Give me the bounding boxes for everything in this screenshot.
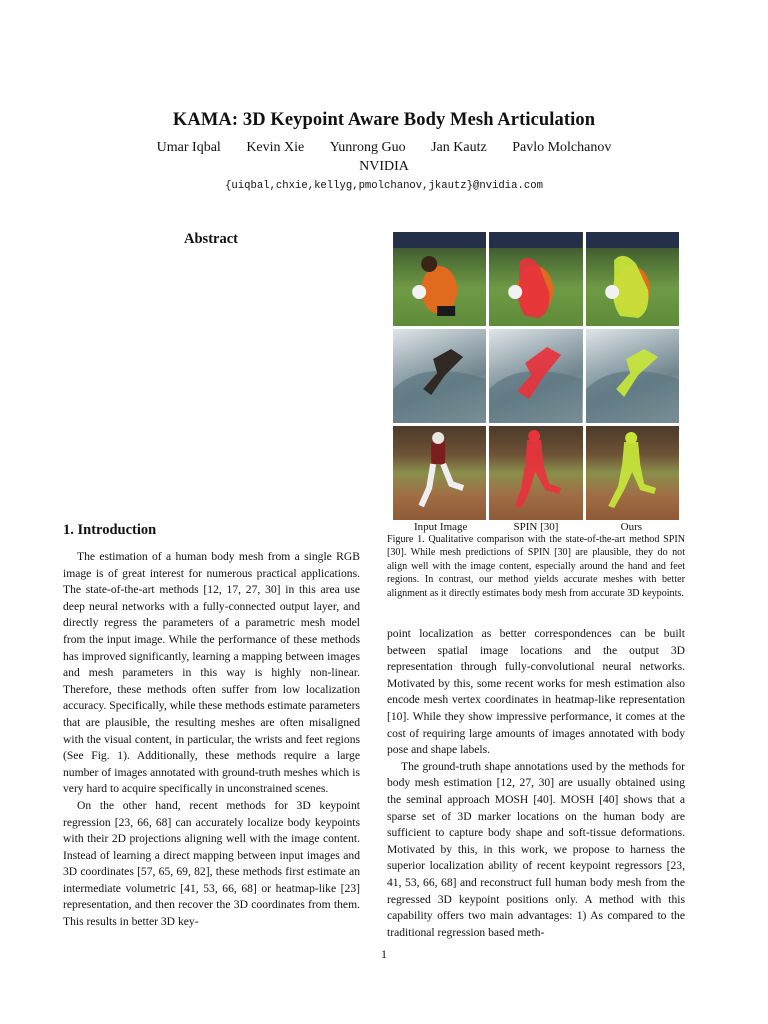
paper-title: KAMA: 3D Keypoint Aware Body Mesh Articulation xyxy=(172,110,596,130)
left-column-text xyxy=(63,549,360,931)
surf-input-image xyxy=(393,329,486,423)
figure-row-surf xyxy=(393,329,679,423)
figure-row-soccer xyxy=(393,232,679,326)
abstract-heading: Abstract xyxy=(184,231,238,247)
author-emails: {uiqbal,chxie,kellyg,pmolchanov,jkautz}@nvidia.com xyxy=(225,180,543,192)
author-name: Umar Iqbal xyxy=(156,140,221,155)
body-paragraph: On the other hand, recent methods for 3D keypoint regression [23, 66, 68] can accurately localize body keypoints with their 2D projections aligning well with the image content. Instead of learning a direct mapping between input images and 3D coordinates [57, 65, 69, 82], these methods first estimate an intermediate volumetric [41, 53, 66, 68] or heatmap-like [23] representation, and then recover the 3D coordinates from them. This results in better 3D key- xyxy=(63,798,360,929)
figure-row-baseball xyxy=(393,426,679,520)
page-number: 1 xyxy=(381,947,387,961)
author-name: Yunrong Guo xyxy=(329,140,406,155)
right-column-text xyxy=(387,626,685,941)
baseball-ours-result xyxy=(586,426,679,520)
surf-ours-result xyxy=(586,329,679,423)
affiliation: NVIDIA xyxy=(359,159,409,174)
baseball-spin-result xyxy=(489,426,582,520)
figure-label-spin: SPIN [30] xyxy=(513,521,559,533)
section-heading-introduction: 1. Introduction xyxy=(63,522,157,538)
body-paragraph: The ground-truth shape annotations used by the methods for body mesh estimation [12, 27, 30] are usually obtained using the seminal approach MOSH [40]. MOSH [40] shows that a sparse set of 3D marker locations on the human body are sufficient to capture body shape and soft-tissue deformations. Motivated by this, in this work, we propose to harness the superior localization ability of recent keypoint regressors [23, 41, 53, 66, 68] and reconstruct full human body mesh from the regressed 3D keypoint positions only. A method with this capability offers two main advantages: 1) As compared to the traditional regression based meth- xyxy=(387,759,685,939)
figure-label-input: Input Image xyxy=(413,521,468,533)
author-name: Jan Kautz xyxy=(431,140,487,155)
soccer-input-image xyxy=(393,232,486,326)
author-list xyxy=(0,140,768,156)
figure-column-labels xyxy=(393,521,679,533)
baseball-input-image xyxy=(393,426,486,520)
soccer-spin-result xyxy=(489,232,582,326)
surf-spin-result xyxy=(489,329,582,423)
figure-caption: Figure 1. Qualitative comparison with the state-of-the-art method SPIN [30]. While mesh predictions of SPIN [30] are plausible, they do not align well with the image content, especially around the hand and feet regions. In contrast, our method yields accurate meshes with better alignment as it directly estimates body mesh from accurate 3D keypoints. xyxy=(387,534,685,599)
figure-label-ours: Ours xyxy=(620,521,643,533)
author-name: Pavlo Molchanov xyxy=(512,140,612,155)
body-paragraph: The estimation of a human body mesh from a single RGB image is of great interest for numerous practical applications. The state-of-the-art methods [12, 17, 27, 30] in this area use deep neural networks with a fully-connected output layer, and directly regress the parameters of a parametric mesh model from the input image. While the performance of these methods has improved significantly, learning a mapping between images and mesh parameters in this way is highly non-linear. Therefore, these methods often suffer from low localization accuracy. Specifically, while these methods estimate parameters that are plausible, the resulting meshes are often misaligned with the visual content, in particular, the wrists and feet regions (See Fig. 1). Additionally, these methods require a large number of images annotated with ground-truth meshes which is very hard to acquire specifically in unconstrained scenes. xyxy=(63,550,360,796)
body-paragraph: point localization as better correspondences can be built between spatial image locations and the output 3D representation through fully-convolutional neural networks. Motivated by this, some recent works for mesh estimation also encode mesh vertex coordinates in heatmap-like representation [10]. While they show impressive performance, it comes at the cost of requiring large amounts of images annotated with body pose and shape labels. xyxy=(387,627,685,757)
figure-1 xyxy=(393,232,679,521)
author-name: Kevin Xie xyxy=(246,140,305,155)
soccer-ours-result xyxy=(586,232,679,326)
